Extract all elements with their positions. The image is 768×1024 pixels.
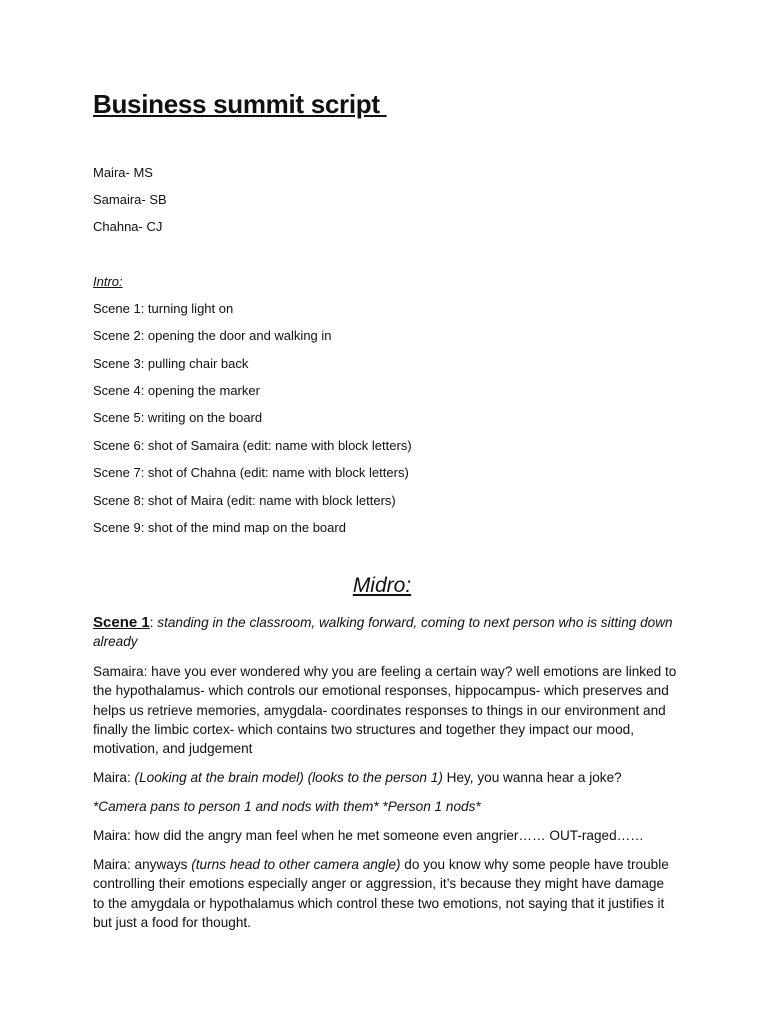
maira-joke-text: Hey, you wanna hear a joke? — [442, 770, 622, 785]
cast-line-chahna: Chahna- CJ — [93, 219, 163, 234]
intro-scene-7: Scene 7: shot of Chahna (edit: name with block letters) — [93, 465, 409, 480]
maira-joke-direction: (Looking at the brain model) (looks to the person 1) — [134, 770, 443, 785]
intro-scene-3: Scene 3: pulling chair back — [93, 356, 249, 371]
document-title: Business summit script — [93, 89, 387, 119]
maira-joke-speaker: Maira: — [93, 770, 135, 785]
cast-line-samaira: Samaira- SB — [93, 192, 167, 207]
intro-scene-1: Scene 1: turning light on — [93, 301, 234, 316]
maira-anyways-text: do you know why some people have trouble controlling their emotions especially anger or aggression, it’s because they might have damage to the amygdala or hypothalamus which control these two emotions, not saying that it justifies it but just a food for thought. — [93, 857, 669, 930]
scene1-colon: : — [149, 615, 154, 630]
intro-scene-5: Scene 5: writing on the board — [93, 410, 263, 425]
intro-scene-8: Scene 8: shot of Maira (edit: name with block letters) — [93, 493, 396, 508]
maira-anyways-direction: (turns head to other camera angle) — [191, 857, 401, 872]
scene1-label: Scene 1 — [93, 614, 150, 631]
intro-scene-9: Scene 9: shot of the mind map on the board — [93, 520, 346, 535]
midro-heading: Midro: — [352, 574, 412, 597]
samaira-line: Samaira: have you ever wondered why you are feeling a certain way? well emotions are linked to the hypothalamus- which controls our emotional responses, hippocampus- which preserves and helps us retrieve memories, amygdala- coordinates responses to things in our environment and finally the limbic cortex- which contains two structures and together they impact our mood, motivation, and judgement — [93, 664, 677, 757]
camera-direction: *Camera pans to person 1 and nods with them* *Person 1 nods* — [93, 799, 481, 814]
intro-scene-4: Scene 4: opening the marker — [93, 383, 260, 398]
maira-punchline: Maira: how did the angry man feel when he met someone even angrier…… OUT-raged…… — [93, 828, 644, 843]
maira-anyways-speaker: Maira: anyways — [93, 857, 192, 872]
intro-heading: Intro: — [93, 274, 123, 289]
intro-scene-6: Scene 6: shot of Samaira (edit: name with block letters) — [93, 438, 412, 453]
maira-anyways-line — [93, 855, 678, 932]
maira-joke-line — [93, 768, 678, 787]
scene1-paragraph — [93, 613, 678, 652]
intro-scene-2: Scene 2: opening the door and walking in — [93, 328, 332, 343]
scene1-direction: standing in the classroom, walking forward, coming to next person who is sitting down already — [93, 615, 673, 650]
cast-line-maira: Maira- MS — [93, 165, 153, 180]
